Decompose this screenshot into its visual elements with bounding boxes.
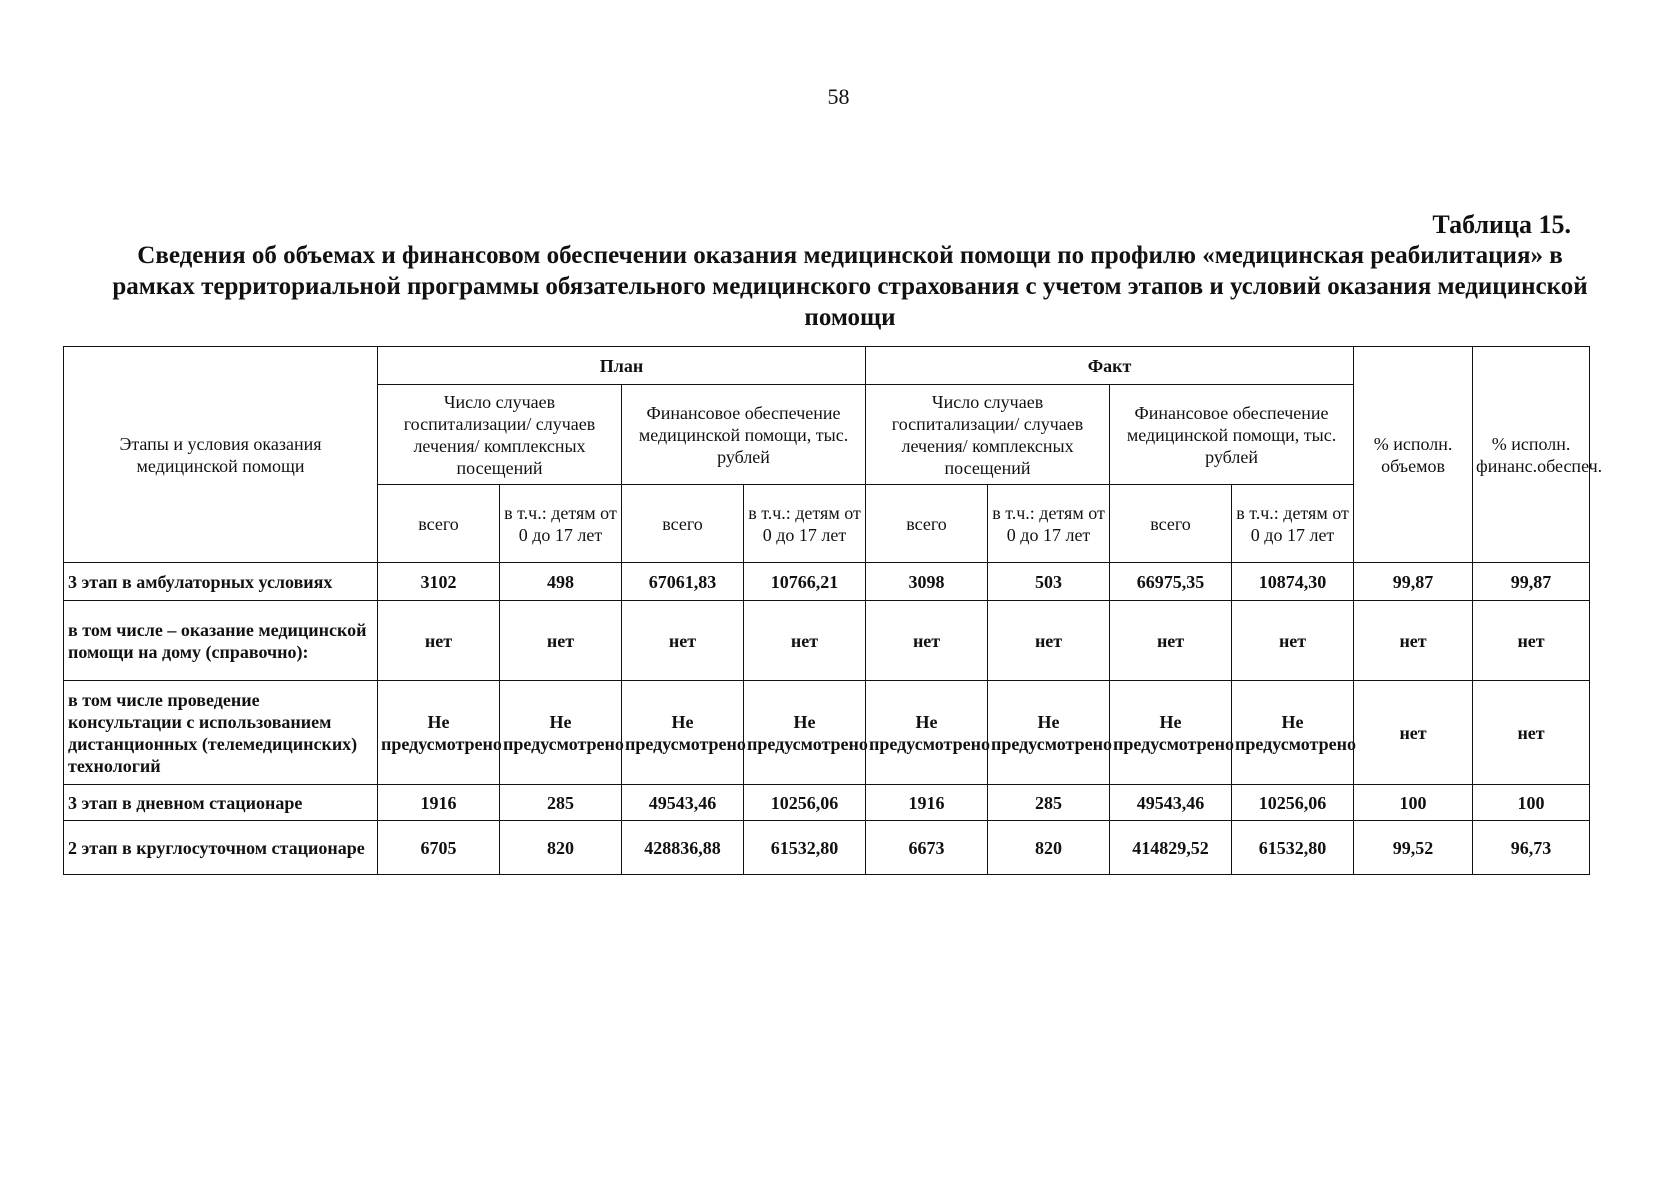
plan-finance-total-header: всего: [622, 485, 744, 563]
table-cell: 498: [500, 563, 622, 601]
table-cell: нет: [744, 601, 866, 681]
plan-cases-total-header: всего: [378, 485, 500, 563]
table-row: [64, 563, 1590, 601]
table-cell: 61532,80: [744, 821, 866, 875]
table-cell: нет: [1473, 681, 1590, 785]
table-cell: 1916: [866, 785, 988, 821]
fact-header: Факт: [866, 347, 1354, 385]
table-cell: 67061,83: [622, 563, 744, 601]
row-label: 3 этап в амбулаторных условиях: [64, 563, 378, 601]
fact-cases-total-header: всего: [866, 485, 988, 563]
table-cell: нет: [988, 601, 1110, 681]
table-cell: 99,87: [1354, 563, 1473, 601]
row-label: 3 этап в дневном стационаре: [64, 785, 378, 821]
table-cell: 96,73: [1473, 821, 1590, 875]
pct-finance-header: % исполн. финанс.обеспеч.: [1473, 347, 1590, 563]
table-cell: нет: [866, 601, 988, 681]
table-cell: 10256,06: [744, 785, 866, 821]
table-cell: Не предусмотрено: [1232, 681, 1354, 785]
row-label: в том числе – оказание медицинской помощи на дому (справочно):: [64, 601, 378, 681]
table-cell: 10766,21: [744, 563, 866, 601]
table-cell: нет: [1232, 601, 1354, 681]
table-row: [64, 821, 1590, 875]
plan-finance-header: Финансовое обеспечение медицинской помощи, тыс. рублей: [622, 385, 866, 485]
table-cell: 99,52: [1354, 821, 1473, 875]
table-cell: 428836,88: [622, 821, 744, 875]
table-cell: 6673: [866, 821, 988, 875]
table-row: [64, 681, 1590, 785]
table-cell: 49543,46: [622, 785, 744, 821]
table-cell: Не предусмотрено: [988, 681, 1110, 785]
table-cell: 10874,30: [1232, 563, 1354, 601]
plan-finance-children-header: в т.ч.: детям от 0 до 17 лет: [744, 485, 866, 563]
table-cell: нет: [1110, 601, 1232, 681]
table-cell: 820: [500, 821, 622, 875]
pct-volume-header: % исполн. объемов: [1354, 347, 1473, 563]
table-cell: Не предусмотрено: [500, 681, 622, 785]
page-number: 58: [827, 84, 850, 109]
table-cell: Не предусмотрено: [622, 681, 744, 785]
stage-column-header: Этапы и условия оказания медицинской помощи: [64, 347, 378, 563]
table-cell: 3102: [378, 563, 500, 601]
table-cell: 414829,52: [1110, 821, 1232, 875]
table-cell: Не предусмотрено: [866, 681, 988, 785]
table-row: [64, 785, 1590, 821]
table-cell: нет: [500, 601, 622, 681]
table-cell: нет: [622, 601, 744, 681]
table-cell: 285: [988, 785, 1110, 821]
table-cell: 99,87: [1473, 563, 1590, 601]
fact-finance-children-header: в т.ч.: детям от 0 до 17 лет: [1232, 485, 1354, 563]
fact-cases-header: Число случаев госпитализации/ случаев лечения/ комплексных посещений: [866, 385, 1110, 485]
table-cell: 100: [1354, 785, 1473, 821]
table-cell: 49543,46: [1110, 785, 1232, 821]
table-cell: 1916: [378, 785, 500, 821]
table-cell: нет: [1354, 681, 1473, 785]
table-cell: 10256,06: [1232, 785, 1354, 821]
table-cell: 61532,80: [1232, 821, 1354, 875]
table-cell: Не предусмотрено: [1110, 681, 1232, 785]
fact-finance-header: Финансовое обеспечение медицинской помощи, тыс. рублей: [1110, 385, 1354, 485]
data-table: [63, 346, 1603, 875]
plan-cases-header: Число случаев госпитализации/ случаев лечения/ комплексных посещений: [378, 385, 622, 485]
table-cell: нет: [378, 601, 500, 681]
table-cell: 6705: [378, 821, 500, 875]
fact-cases-children-header: в т.ч.: детям от 0 до 17 лет: [988, 485, 1110, 563]
table-row: [64, 601, 1590, 681]
table-cell: нет: [1354, 601, 1473, 681]
table-cell: 820: [988, 821, 1110, 875]
plan-cases-children-header: в т.ч.: детям от 0 до 17 лет: [500, 485, 622, 563]
table-cell: Не предусмотрено: [744, 681, 866, 785]
table-label: Таблица 15.: [1432, 210, 1571, 239]
table-cell: 285: [500, 785, 622, 821]
plan-header: План: [378, 347, 866, 385]
table-cell: 3098: [866, 563, 988, 601]
fact-finance-total-header: всего: [1110, 485, 1232, 563]
document-title: Сведения об объемах и финансовом обеспечении оказания медицинской помощи по профилю «медицинская реабилитация» в рамках территориальной программы обязательного медицинского страхования с учетом этапов и условий оказания медицинской помощи: [112, 242, 1588, 331]
table-cell: 503: [988, 563, 1110, 601]
row-label: в том числе проведение консультации с использованием дистанционных (телемедицинских) технологий: [64, 681, 378, 785]
table-cell: Не предусмотрено: [378, 681, 500, 785]
table-cell: нет: [1473, 601, 1590, 681]
row-label: 2 этап в круглосуточном стационаре: [64, 821, 378, 875]
table-cell: 100: [1473, 785, 1590, 821]
table-cell: 66975,35: [1110, 563, 1232, 601]
